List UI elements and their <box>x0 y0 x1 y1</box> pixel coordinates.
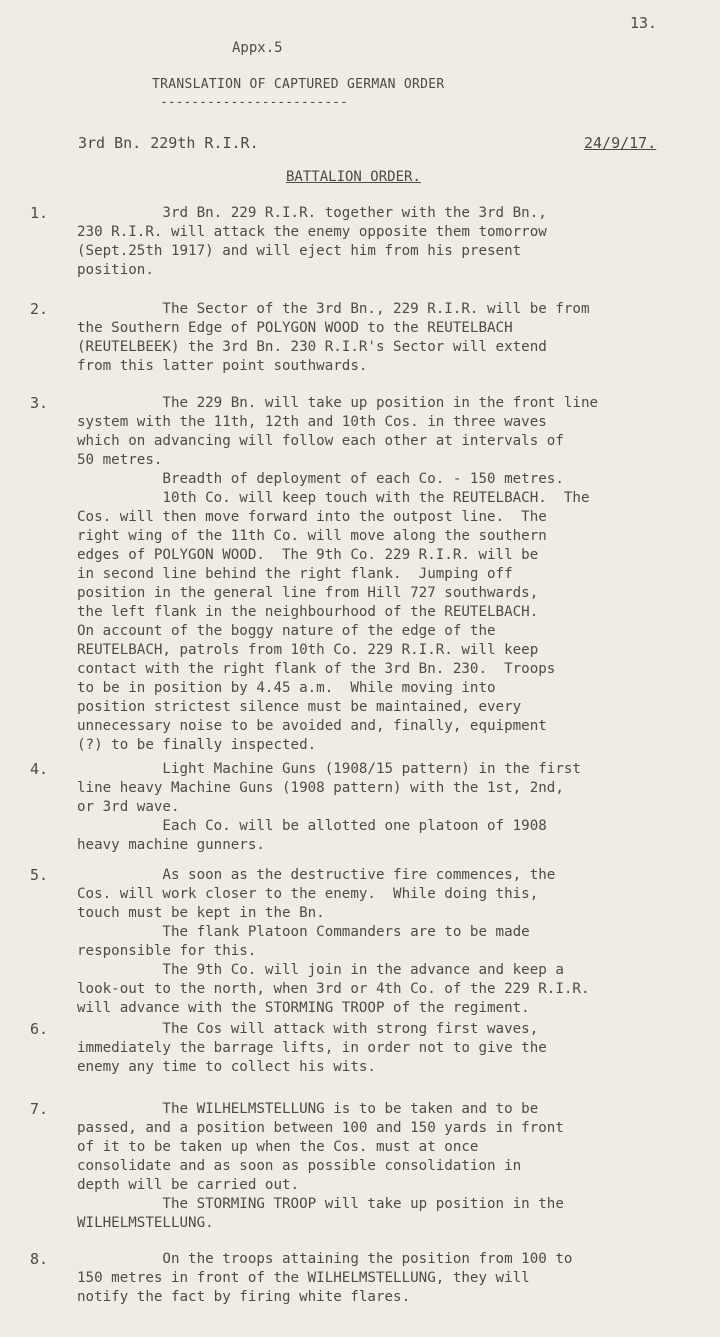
paragraph-text: The WILHELMSTELLUNG is to be taken and to be passed, and a position between 100 and 150 yards in front of it to be taken up when the Cos. must at once consolidate and as soon as possible consolidation in depth will be carried out. The STORMING TROOP will take up position in the WILHELMSTELLUNG. <box>77 1101 564 1231</box>
paragraph-number: 2. <box>30 300 49 318</box>
order-heading: BATTALION ORDER. <box>286 169 421 185</box>
page-number: 13. <box>630 14 658 32</box>
paragraph-number: 1. <box>30 204 49 222</box>
order-date: 24/9/17. <box>584 134 657 152</box>
paragraph-text: On the troops attaining the position from 100 to 150 metres in front of the WILHELMSTELLUNG, they will notify the fact by firing white flares. <box>77 1251 573 1305</box>
paragraph-number: 6. <box>30 1020 49 1038</box>
paragraph-text: As soon as the destructive fire commences, the Cos. will work closer to the enemy. While doing this, touch must be kept in the Bn. The flank Platoon Commanders are to be made responsible for this. The 9th Co. will join in the advance and keep a look-out to the north, when 3rd or 4th Co. of the 229 R.I.R. will advance with the STORMING TROOP of the regiment. <box>77 867 590 1016</box>
paragraph-number: 8. <box>30 1250 49 1268</box>
paragraph-text: The Sector of the 3rd Bn., 229 R.I.R. will be from the Southern Edge of POLYGON WOOD to the REUTELBACH (REUTELBEEK) the 3rd Bn. 230 R.I.R's Sector will extend from this latter point southwards. <box>77 301 590 374</box>
paragraph-number: 5. <box>30 866 49 884</box>
paragraph-text: 3rd Bn. 229 R.I.R. together with the 3rd Bn., 230 R.I.R. will attack the enemy opposite them tomorrow (Sept.25th 1917) and will eject him from his present position. <box>77 205 547 278</box>
paragraph-text: The Cos will attack with strong first waves, immediately the barrage lifts, in order not to give the enemy any time to collect his wits. <box>77 1021 547 1075</box>
paragraph-text: Light Machine Guns (1908/15 pattern) in the first line heavy Machine Guns (1908 pattern) with the 1st, 2nd, or 3rd wave. Each Co. will be allotted one platoon of 1908 heavy machine gunners. <box>77 761 581 853</box>
paragraph-number: 7. <box>30 1100 49 1118</box>
appendix-label: Appx.5 <box>232 40 283 56</box>
paragraph-number: 4. <box>30 760 49 778</box>
document-title: TRANSLATION OF CAPTURED GERMAN ORDER <box>152 77 445 92</box>
paragraph-number: 3. <box>30 394 49 412</box>
paragraph-text: The 229 Bn. will take up position in the front line system with the 11th, 12th and 10th Cos. in three waves which on advancing will follow each other at intervals of 50 metres. Breadth of deployment of each Co. - 150 metres. 10th Co. will keep touch with the REUTELBACH. The Cos. will then move forward into the outpost line. The right wing of the 11th Co. will move along the southern edges of POLYGON WOOD. The 9th Co. 229 R.I.R. will be in second line behind the right flank. Jumping off position in the general line from Hill 727 southwards, the left flank in the neighbourhood of the REUTELBACH. On account of the boggy nature of the edge of the REUTELBACH, patrols from 10th Co. 229 R.I.R. will keep contact with the right flank of the 3rd Bn. 230. Troops to be in position by 4.45 a.m. While moving into position strictest silence must be maintained, every unnecessary noise to be avoided and, finally, equipment (?) to be finally inspected. <box>77 395 599 753</box>
unit-designation: 3rd Bn. 229th R.I.R. <box>78 134 259 152</box>
title-underline: ------------------------ <box>160 95 348 110</box>
